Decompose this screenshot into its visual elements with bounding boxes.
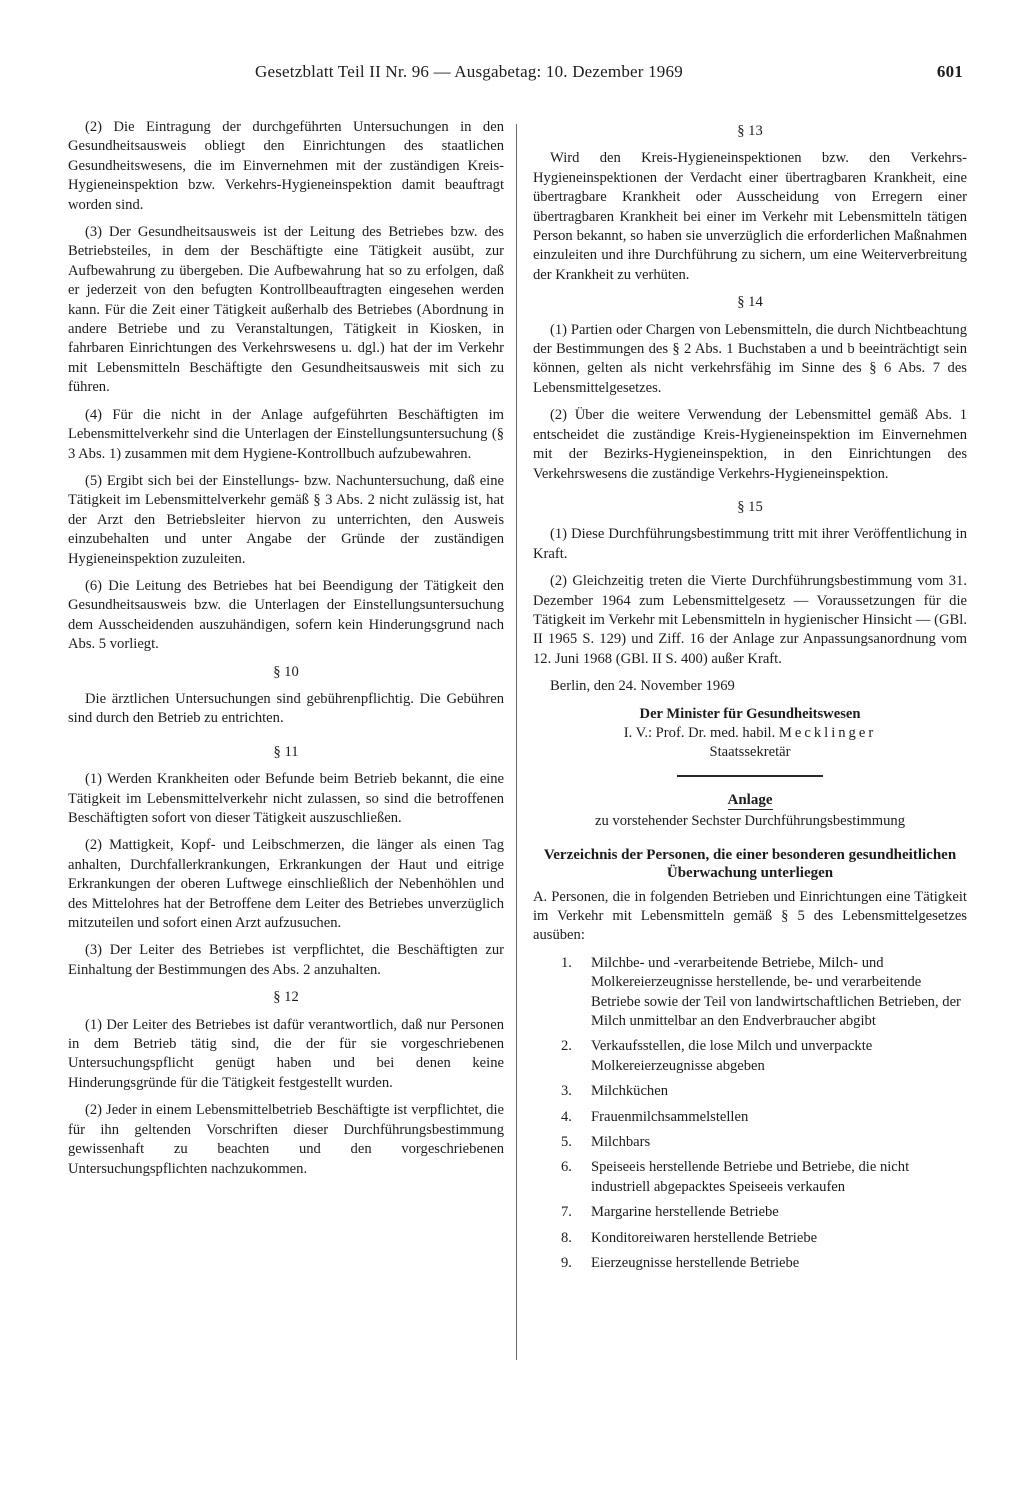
page-number: 601: [936, 62, 963, 81]
section-heading: § 11: [273, 743, 299, 760]
page-header: [255, 58, 971, 86]
register-title: Verzeichnis der Personen, die einer besonderen gesundheitlichen Überwachung unterliegen: [543, 846, 957, 881]
signatory-line: [533, 724, 967, 743]
annex-title: [533, 791, 967, 810]
paragraph: (1) Der Leiter des Betriebes ist dafür verantwortlich, daß nur Personen in dem Betrieb tätig sind, die der für sie vorgeschriebenen Untersuchungspflicht genügt haben und bei denen keine Hinderungsgründe für die Tätigkeit festgestellt wurden.: [68, 1016, 504, 1091]
register-intro: A. Personen, die in folgenden Betrieben und Einrichtungen eine Tätigkeit im Verkehr mit Lebensmitteln gemäß § 5 des Lebensmittelgesetzes ausüben:: [533, 888, 967, 944]
list-item: 4. Frauenmilchsammelstellen: [561, 1108, 749, 1125]
list-item: 9. Eierzeugnisse herstellende Betriebe: [561, 1255, 800, 1272]
section-heading: § 10: [273, 663, 299, 680]
paragraph: (1) Diese Durchführungsbestimmung tritt mit ihrer Veröffentlichung in Kraft.: [533, 526, 967, 562]
paragraph: Die ärztlichen Untersuchungen sind gebührenpflichtig. Die Gebühren sind durch den Betrieb zu entrichten.: [68, 690, 504, 727]
list-item: 6. Speiseeis herstellende Betriebe und Betriebe, die nicht industriell abgepacktes Speiseeis verkaufen: [561, 1159, 910, 1195]
right-column: [533, 118, 967, 1280]
horizontal-rule: [677, 775, 823, 777]
paragraph: (6) Die Leitung des Betriebes hat bei Beendigung der Tätigkeit den Gesundheitsausweis bzw. die Unterlagen der Einstellungsuntersuchung dem Ausscheidenden auszuhändigen, sofern kein Hinderungsgrund nach Abs. 5 vorliegt.: [68, 577, 504, 653]
paragraph: (2) Mattigkeit, Kopf- und Leibschmerzen, die länger als einen Tag anhalten, Durchfallerkrankungen, Erkrankungen der Haut und eitrige Erkrankungen der oberen Luftwege einschließlich der Nebenhöhlen und des Mittelohres hat der Betroffene dem Leiter des Betriebes unverzüglich mitzuteilen und sofort einen Arzt aufzusuchen.: [68, 837, 504, 932]
left-column: [68, 118, 504, 1187]
paragraph: (1) Werden Krankheiten oder Befunde beim Betrieb bekannt, die eine Tätigkeit im Lebensmittelverkehr nicht zulassen, so sind die betroffenen Beschäftigten sofort von dieser Tätigkeit auszuschließen.: [68, 771, 504, 826]
paragraph: (2) Jeder in einem Lebensmittelbetrieb Beschäftigte ist verpflichtet, die für ihn geltenden Vorschriften dieser Durchführungsbestimmung gewissenhaft zu beachten und den vorgeschriebenen Untersuchungspflichten nachzukommen.: [68, 1102, 504, 1177]
paragraph: (4) Für die nicht in der Anlage aufgeführten Beschäftigten im Lebensmittelverkehr sind die Unterlagen der Einstellungsuntersuchung (§ 3 Abs. 1) zusammen mit dem Hygiene-Kontrollbuch aufzubewahren.: [68, 406, 504, 462]
header-title: Gesetzblatt Teil II Nr. 96 — Ausgabetag: 10. Dezember 1969: [255, 62, 683, 81]
paragraph: (2) Über die weitere Verwendung der Lebensmittel gemäß Abs. 1 entscheidet die zuständige Kreis-Hygieneinspektion im Einvernehmen mit der Bezirks-Hygieneinspektion, in den Einrichtungen des Verkehrswesens die zuständige Verkehrs-Hygieneinspektion.: [533, 407, 967, 482]
list-item: 1. Milchbe- und -verarbeitende Betriebe, Milch- und Molkereierzeugnisse herstellende, be- und verarbeitende Betriebe sowie der Teil von landwirtschaftlichen Betrieben, der Milch unmittelbar an den Endverbraucher abgibt: [561, 954, 961, 1030]
section-heading: § 14: [737, 294, 763, 311]
signatory-name: Mecklinger: [778, 724, 877, 741]
list-item: 8. Konditoreiwaren herstellende Betriebe: [561, 1229, 818, 1246]
paragraph: Wird den Kreis-Hygieneinspektionen bzw. den Verkehrs-Hygieneinspektionen der Verdacht einer übertragbaren Krankheit, eine übertragbare Krankheit oder Ausscheidung von Erregern einer übertragbaren Krankheit bei einer im Verkehr mit Lebensmitteln tätigen Person bekannt, so haben sie unverzüglich die erforderlichen Maßnahmen einzuleiten und ihre Durchführung zu sichern, um eine Weiterverbreitung der Krankheit zu verhüten.: [533, 150, 967, 283]
signatory-role: Staatssekretär: [709, 744, 791, 761]
list-item: 3. Milchküchen: [561, 1083, 669, 1100]
paragraph: (2) Gleichzeitig treten die Vierte Durchführungsbestimmung vom 31. Dezember 1964 zum Lebensmittelgesetz — Voraussetzungen für die Tätigkeit im Verkehr mit Lebensmitteln in hygienischer Hinsicht — (GBl. II 1965 S. 129) und Ziff. 16 der Anlage zur Anpassungsanordnung vom 12. Juni 1968 (GBl. II S. 400) außer Kraft.: [533, 573, 967, 667]
column-divider: [516, 124, 517, 1360]
section-heading: § 12: [273, 989, 299, 1006]
place-date: Berlin, den 24. November 1969: [550, 678, 735, 695]
paragraph: (3) Der Leiter des Betriebes ist verpflichtet, die Beschäftigten zur Einhaltung der Bestimmungen des Abs. 2 anzuhalten.: [68, 942, 504, 978]
section-heading: § 15: [737, 498, 763, 515]
paragraph: (1) Partien oder Chargen von Lebensmitteln, die durch Nichtbeachtung der Bestimmungen des § 2 Abs. 1 Buchstaben a und b beeinträchtigt sein können, gelten als nicht verkehrsfähig im Sinne des § 6 Abs. 7 des Lebensmittelgesetzes.: [533, 321, 967, 396]
register-list: [533, 954, 967, 1274]
section-heading: § 13: [737, 123, 763, 139]
paragraph: (2) Die Eintragung der durchgeführten Untersuchungen in den Gesundheitsausweis obliegt den Einrichtungen des staatlichen Gesundheitswesens, die im Einvernehmen mit der zuständigen Kreis-Hygieneinspektion bzw. Verkehrs-Hygieneinspektion damit beauftragt worden sind.: [68, 119, 504, 213]
paragraph: (3) Der Gesundheitsausweis ist der Leitung des Betriebes bzw. des Betriebsteiles, in dem der Beschäftigte eine Tätigkeit ausübt, zur Aufbewahrung zu übergeben. Die Aufbewahrung hat so zu erfolgen, daß er jederzeit von den befugten Kontrollbeauftragten eingesehen werden kann. Für die Zeit einer Tätigkeit außerhalb des Betriebes (Abordnung in andere Betriebe und zu Veranstaltungen, Tätigkeit in Kiosken, in fahrbaren Einrichtungen des Verkehrswesens u. dgl.) hat der im Verkehr mit Lebensmitteln Beschäftigte den Gesundheitsausweis mit sich zu führen.: [68, 224, 504, 396]
paragraph: (5) Ergibt sich bei der Einstellungs- bzw. Nachuntersuchung, daß eine Tätigkeit im Lebensmittelverkehr gemäß § 3 Abs. 2 nicht zulässig ist, hat der Arzt den Betriebsleiter hiervon zu unterrichten, den Ausweis einzubehalten und unter Angabe der Gründe der zuständigen Hygieneinspektion zuzuleiten.: [68, 472, 504, 567]
signatory-prefix: I. V.: Prof. Dr. med. habil.: [623, 724, 776, 741]
annex-subtitle: zu vorstehender Sechster Durchführungsbestimmung: [594, 813, 906, 830]
annex-title-text: Anlage: [727, 791, 773, 808]
minister-title: Der Minister für Gesundheitswesen: [639, 705, 861, 722]
list-item: 7. Margarine herstellende Betriebe: [561, 1204, 779, 1221]
list-item: 2. Verkaufsstellen, die lose Milch und unverpackte Molkereierzeugnisse abgeben: [561, 1038, 873, 1074]
list-item: 5. Milchbars: [561, 1134, 651, 1151]
